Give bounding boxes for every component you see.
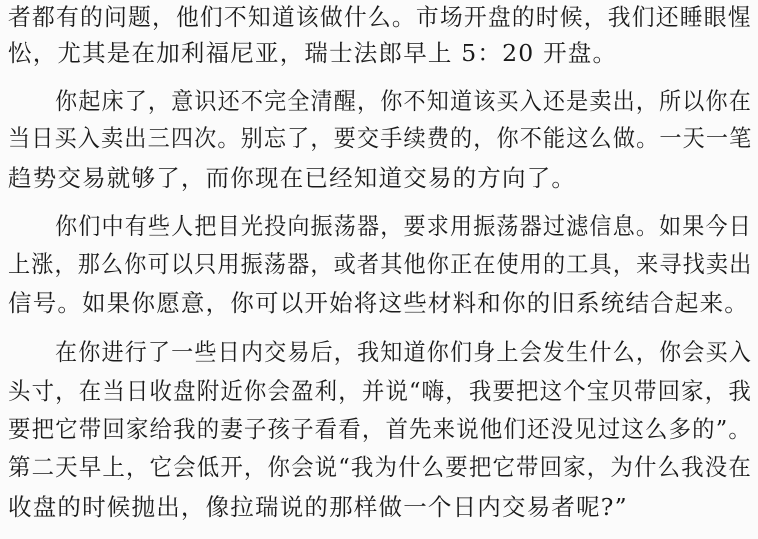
text-line: 收盘的时候抛出，像拉瑞说的那样做一个日内交易者呢?” [8,493,628,521]
paragraph-first-line: 在你进行了一些日内交易后，我知道你们身上会发生什么，你会买入 [55,338,752,366]
text-line: 信号。如果你愿意，你可以开始将这些材料和你的旧系统结合起来。 [8,289,749,317]
text-line: 头寸，在当日收盘附近你会盈利，并说“嗨，我要把这个宝贝带回家，我 [8,377,752,405]
text-line: 第二天早上，它会低开，你会说“我为什么要把它带回家，为什么我没在 [8,453,752,481]
text-line: 当日买入卖出三四次。别忘了，要交手续费的，你不能这么做。一天一笔 [8,124,753,152]
text-line: 趋势交易就够了，而你现在已经知道交易的方向了。 [8,164,577,192]
paragraph-first-line: 你们中有些人把目光投向振荡器，要求用振荡器过滤信息。如果今日 [55,212,752,240]
paragraph-first-line: 你起床了，意识还不完全清醒，你不知道该买入还是卖出，所以你在 [55,87,752,115]
text-line: 者都有的问题，他们不知道该做什么。市场开盘的时候，我们还睡眼惺 [8,3,752,31]
text-line: 要把它带回家给我的妻子孩子看看，首先来说他们还没见过这么多的”。 [8,415,752,443]
text-line: 上涨，那么你可以只用振荡器，或者其他你正在使用的工具，来寻找卖出 [8,250,753,278]
text-line: 忪，尤其是在加利福尼亚，瑞士法郎早上 5：20 开盘。 [8,39,618,67]
